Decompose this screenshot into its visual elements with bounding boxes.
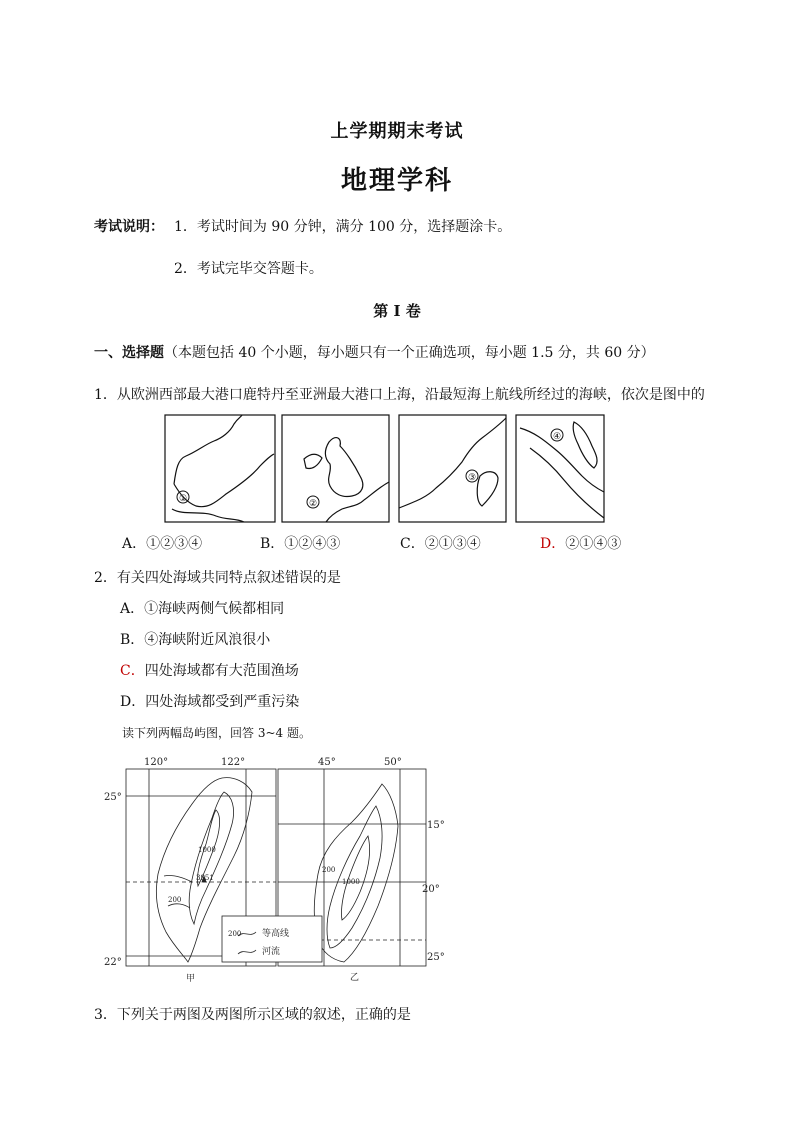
strait-map-3-label: ③ xyxy=(467,473,477,483)
strait-map-3-frame xyxy=(399,415,506,522)
option-text: ①海峡两侧气候都相同 xyxy=(144,601,285,617)
strait-map-2-label: ② xyxy=(308,499,318,509)
left-lat-22: 22° xyxy=(104,957,122,968)
instructions-label: 考试说明： xyxy=(94,219,164,235)
section-title: 一、选择题 xyxy=(94,345,164,361)
left-lon-122: 122° xyxy=(221,757,246,768)
q1-option-a[interactable] xyxy=(122,533,202,553)
option-label: A． xyxy=(122,536,147,552)
strait-map-4-label: ④ xyxy=(552,432,562,442)
option-text: 四处海域都受到严重污染 xyxy=(145,694,300,710)
right-lon-45: 45° xyxy=(318,757,336,768)
strait-map-1-label: ① xyxy=(178,494,188,504)
question-2-stem: 2．有关四处海域共同特点叙述错误的是 xyxy=(94,570,341,586)
option-text: ②①④③ xyxy=(565,536,622,552)
question-1-stem: 1．从欧洲西部最大港口鹿特丹至亚洲最大港口上海，沿最短海上航线所经过的海峡，依次是图中的 xyxy=(94,387,705,403)
island-maps-figure xyxy=(104,756,464,988)
option-label: D． xyxy=(120,694,146,710)
q2-option-c[interactable] xyxy=(120,660,299,680)
legend-contour-value: 200 xyxy=(228,930,242,938)
q1-option-c[interactable] xyxy=(400,533,481,553)
right-lat-20: 20° xyxy=(422,884,440,895)
option-label: D． xyxy=(540,536,566,552)
right-contour-1000: 1000 xyxy=(342,878,360,886)
q1-option-d[interactable] xyxy=(540,533,621,553)
strait-maps-figure xyxy=(164,414,606,524)
right-lon-50: 50° xyxy=(384,757,402,768)
option-label: B． xyxy=(120,632,145,648)
option-text: ②①③④ xyxy=(424,536,481,552)
option-label: B． xyxy=(260,536,285,552)
volume-heading: 第 I 卷 xyxy=(373,302,421,320)
question-3-stem: 3．下列关于两图及两图所示区域的叙述，正确的是 xyxy=(94,1007,411,1023)
left-map-caption: 甲 xyxy=(186,974,196,984)
option-text: ①②④③ xyxy=(284,536,341,552)
section-heading xyxy=(94,342,655,362)
option-text: ①②③④ xyxy=(146,536,203,552)
q1-option-b[interactable] xyxy=(260,533,340,553)
left-contour-200: 200 xyxy=(168,896,182,904)
section-description: （本题包括 40 个小题，每小题只有一个正确选项，每小题 1.5 分，共 60 分） xyxy=(164,345,655,361)
right-contour-200: 200 xyxy=(322,866,336,874)
left-peak-3951: 3951 xyxy=(196,874,214,882)
option-text: 四处海域都有大范围渔场 xyxy=(144,663,299,679)
right-lat-25: 25° xyxy=(427,952,445,963)
strait-map-2-frame xyxy=(282,415,389,522)
q2-option-a[interactable] xyxy=(120,598,284,618)
instruction-item-1: 1．考试时间为 90 分钟，满分 100 分，选择题涂卡。 xyxy=(174,219,512,235)
option-label: C． xyxy=(120,663,145,679)
legend-river-label: 河流 xyxy=(262,947,281,957)
q2-option-b[interactable] xyxy=(120,629,270,649)
instruction-item-2: 2．考试完毕交答题卡。 xyxy=(174,261,323,277)
option-text: ④海峡附近风浪很小 xyxy=(144,632,271,648)
right-map-caption: 乙 xyxy=(350,973,360,983)
right-lat-15: 15° xyxy=(427,820,445,831)
left-lat-25: 25° xyxy=(104,792,122,803)
left-lon-120: 120° xyxy=(144,757,169,768)
left-contour-1000: 1000 xyxy=(198,846,216,854)
legend-contour-label: 等高线 xyxy=(262,929,290,939)
subject-title: 地理学科 xyxy=(340,166,453,196)
option-label: C． xyxy=(400,536,425,552)
q2-option-d[interactable] xyxy=(120,691,299,711)
exam-title: 上学期期末考试 xyxy=(330,121,464,142)
map-intro-text: 读下列两幅岛屿图，回答 3~4 题。 xyxy=(122,726,311,740)
option-label: A． xyxy=(120,601,145,617)
